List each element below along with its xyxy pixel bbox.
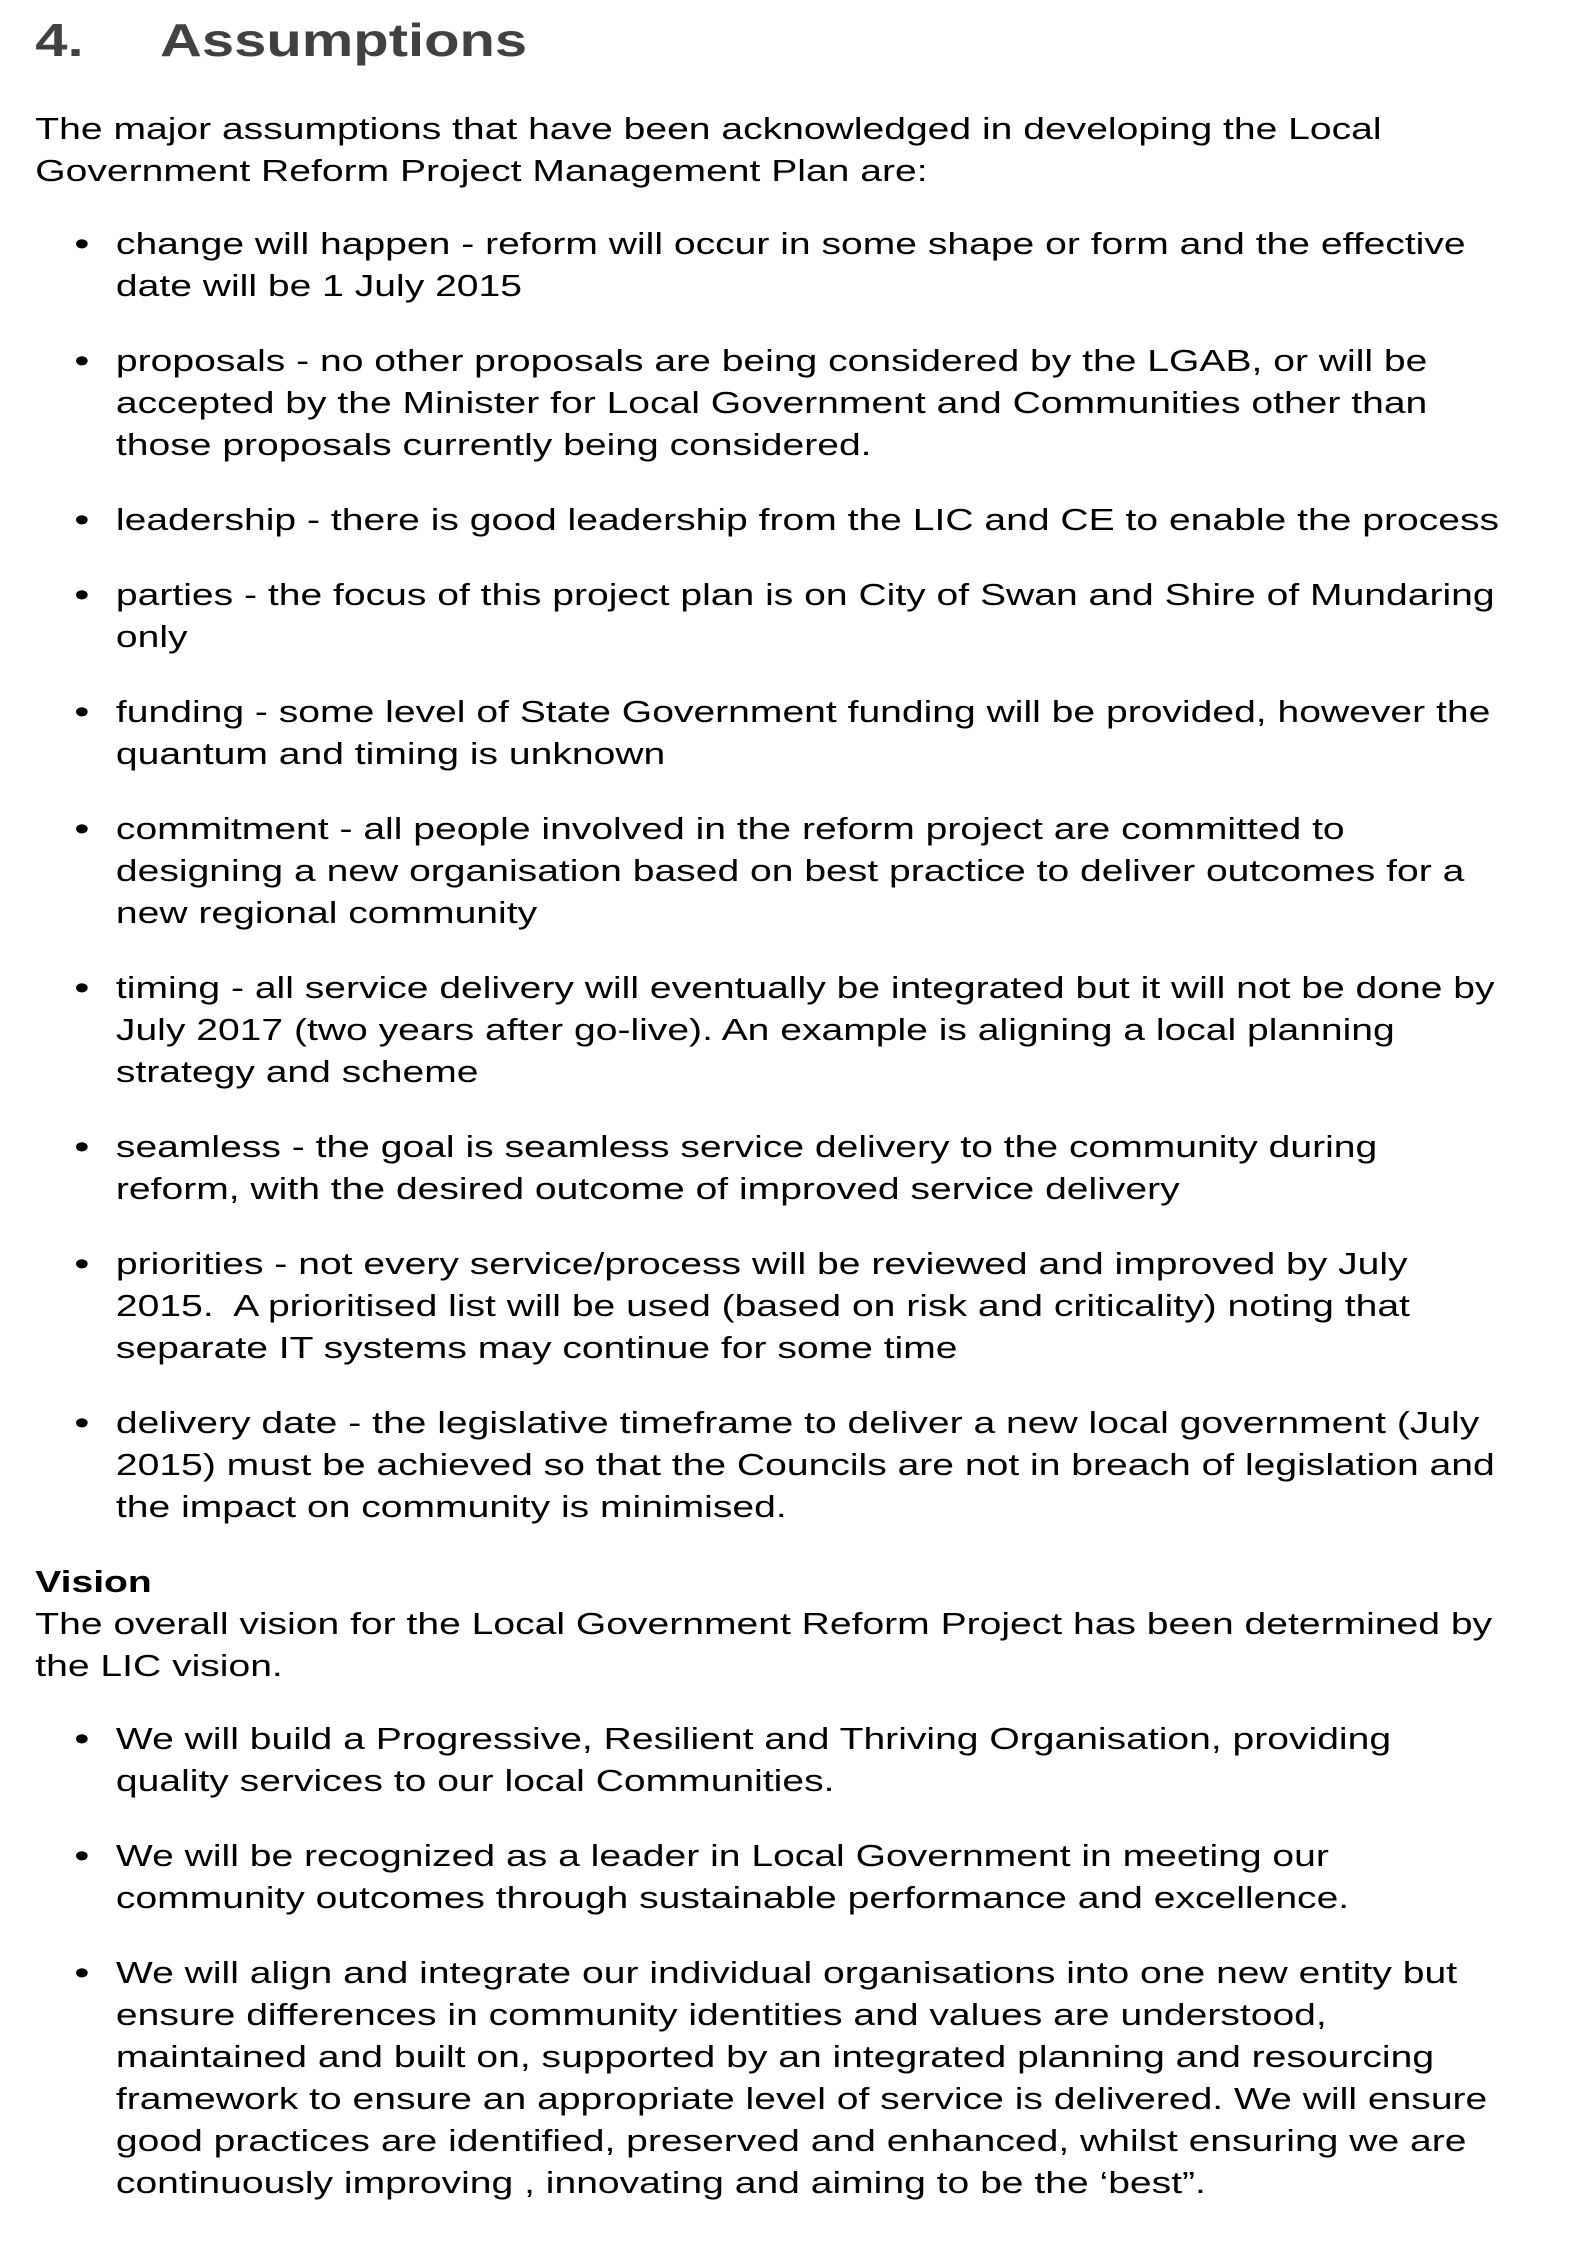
bullet-icon: • [74,342,90,380]
list-item-text: change will happen - reform will occur in some shape or form and the effective date will be 1 July 2015 [115,226,1477,303]
bullet-icon: • [74,1404,90,1442]
section-heading [35,14,1508,66]
bullet-icon: • [74,1128,90,1166]
list-item [35,691,1508,775]
list-item-text: We will build a Progressive, Resilient and Thriving Organisation, providing quality services to our local Communities. [115,1721,1402,1798]
list-item [35,1718,1508,1802]
bullet-icon: • [74,810,90,848]
list-item-text: parties - the focus of this project plan is on City of Swan and Shire of Mundaring only [115,577,1506,654]
list-item [35,499,1508,541]
bullet-icon: • [74,1837,90,1875]
list-item-text: seamless - the goal is seamless service delivery to the community during reform, with the desired outcome of improved service delivery [115,1129,1389,1206]
intro-paragraph: The major assumptions that have been acknowledged in developing the Local Government Reform Project Management Plan are: [35,111,1382,188]
bullet-icon: • [74,1245,90,1283]
list-item [35,1952,1508,2204]
list-item-text: delivery date - the legislative timeframe to deliver a new local government (July 2015) must be achieved so that the Councils are not in breach of legislation and the impact on community is minimised. [115,1405,1506,1524]
list-item [35,1126,1508,1210]
list-item [35,340,1508,466]
list-item-text: We will align and integrate our individual organisations into one new entity but ensure differences in community identities and values are understood, maintained and built on, supported by an integrated planning and resourcing framework to ensure an appropriate level of service is delivered. We will ensure good practices are identified, preserved and enhanced, whilst ensuring we are continuously improving , innovating and aiming to be the ‘best”. [115,1955,1499,2200]
list-item [35,1835,1508,1919]
vision-intro-paragraph: The overall vision for the Local Government Reform Project has been determined by the LIC vision. [35,1606,1493,1683]
bullet-icon: • [74,225,90,263]
list-item-text: proposals - no other proposals are being considered by the LGAB, or will be accepted by the Minister for Local Government and Communities other than those proposals currently being considered. [115,343,1439,462]
list-item [35,1243,1508,1369]
vision-list [35,1718,1508,2204]
list-item [35,808,1508,934]
bullet-icon: • [74,501,90,539]
bullet-icon: • [74,576,90,614]
list-item-text: We will be recognized as a leader in Local Government in meeting our community outcomes through sustainable performance and excellence. [115,1838,1350,1915]
section-title: Assumptions [160,14,528,66]
list-item [35,1402,1508,1528]
list-item [35,967,1508,1093]
list-item-text: timing - all service delivery will eventually be integrated but it will not be done by July 2017 (two years after go-live). An example is aligning a local planning strategy and scheme [115,970,1506,1089]
list-item-text: leadership - there is good leadership from the LIC and CE to enable the process [115,502,1500,537]
section-number: 4. [35,14,84,66]
list-item [35,574,1508,658]
bullet-icon: • [74,693,90,731]
list-item-text: commitment - all people involved in the reform project are committed to designing a new organisation based on best practice to deliver outcomes for a new regional community [115,811,1476,930]
bullet-icon: • [74,969,90,1007]
bullet-icon: • [74,1720,90,1758]
vision-heading: Vision [35,1564,152,1599]
assumptions-list [35,223,1508,1528]
list-item [35,223,1508,307]
list-item-text: funding - some level of State Government funding will be provided, however the quantum and timing is unknown [115,694,1502,771]
bullet-icon: • [74,1954,90,1992]
list-item-text: priorities - not every service/process will be reviewed and improved by July 2015. A prioritised list will be used (based on risk and criticality) noting that separate IT systems may continue for some time [115,1246,1421,1365]
